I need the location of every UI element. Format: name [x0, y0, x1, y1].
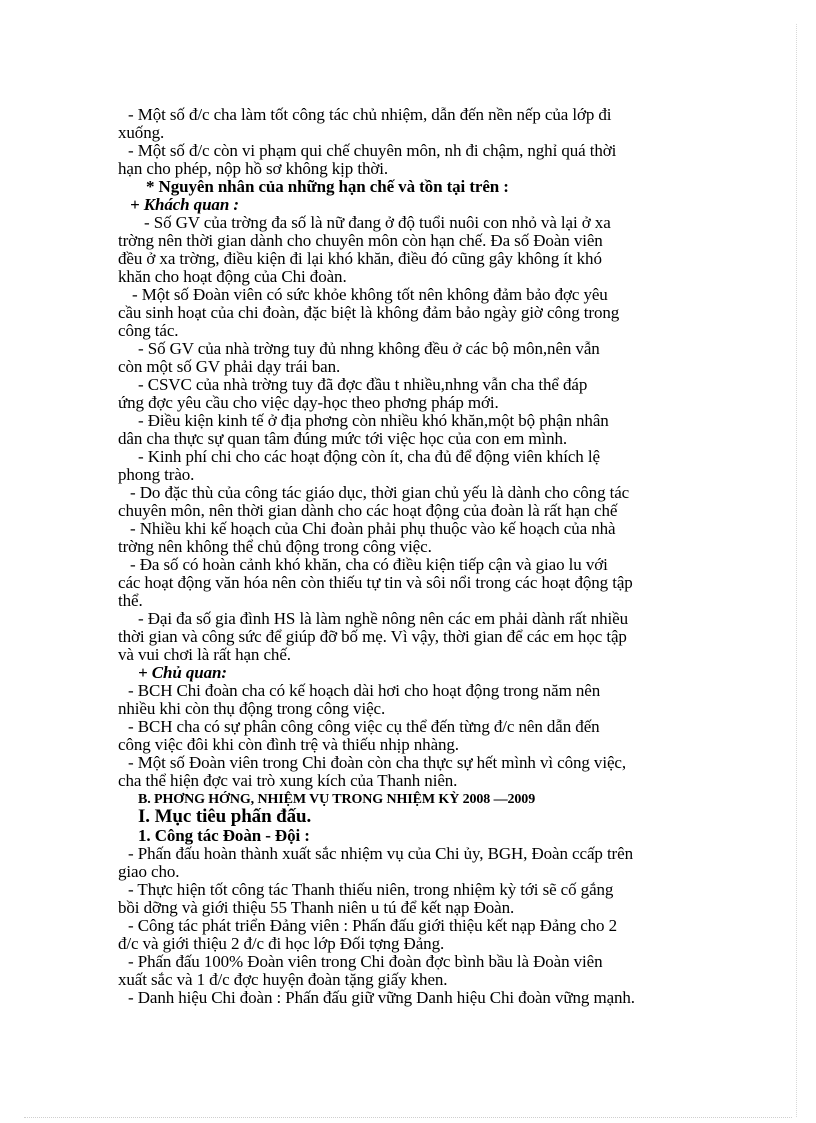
page-edge-divider: [796, 24, 797, 1117]
text-line: trờng nên thời gian dành cho chuyên môn còn hạn chế. Đa số Đoàn viên: [118, 231, 603, 250]
text-line: - Một số Đoàn viên có sức khỏe không tốt nên không đảm bảo đợc yêu: [132, 285, 608, 304]
section-heading: * Nguyên nhân của những hạn chế và tồn tại trên :: [146, 177, 509, 196]
subsection-heading: + Khách quan :: [130, 195, 239, 214]
text-line: - Đa số có hoàn cảnh khó khăn, cha có điều kiện tiếp cận và giao lu với: [130, 555, 608, 574]
text-line: - Danh hiệu Chi đoàn : Phấn đấu giữ vững Danh hiệu Chi đoàn vững mạnh.: [128, 988, 635, 1007]
text-line: còn một số GV phải dạy trái ban.: [118, 357, 341, 376]
text-line: - Đại đa số gia đình HS là làm nghề nông nên các em phải dành rất nhiều: [138, 609, 629, 628]
text-line: giao cho.: [118, 862, 180, 881]
text-line: - Phấn đấu hoàn thành xuất sắc nhiệm vụ của Chi ủy, BGH, Đoàn ccấp trên: [128, 844, 633, 863]
text-line: - CSVC của nhà trờng tuy đã đợc đầu t nhiều,nhng vẫn cha thể đáp: [138, 375, 588, 394]
subsection-heading: + Chủ quan:: [138, 663, 227, 682]
text-line: đều ở xa trờng, điều kiện đi lại khó khăn, điều đó cũng gây không ít khó: [118, 249, 602, 268]
text-line: - Số GV của trờng đa số là nữ đang ở độ tuổi nuôi con nhỏ và lại ở xa: [144, 213, 611, 232]
text-line: - Nhiều khi kế hoạch của Chi đoàn phải phụ thuộc vào kế hoạch của nhà: [130, 519, 616, 538]
text-line: - Kinh phí chi cho các hoạt động còn ít, cha đủ để động viên khích lệ: [138, 447, 600, 466]
text-line: cha thể hiện đợc vai trò xung kích của Thanh niên.: [118, 771, 458, 790]
text-line: - Điều kiện kinh tế ở địa phơng còn nhiều khó khăn,một bộ phận nhân: [138, 411, 609, 430]
text-line: công tác.: [118, 321, 179, 340]
section-heading: B. PHƠNG HỚNG, NHIỆM VỤ TRONG NHIỆM KỲ 2008 —2009: [138, 792, 536, 807]
text-line: xuống.: [118, 123, 165, 142]
text-line: cầu sinh hoạt của chi đoàn, đặc biệt là không đảm bảo ngày giờ công trong: [118, 303, 620, 322]
text-line: xuất sắc và 1 đ/c đợc huyện đoàn tặng giấy khen.: [118, 970, 448, 989]
section-heading: I. Mục tiêu phấn đấu.: [138, 806, 312, 827]
text-line: ứng đợc yêu cầu cho việc dạy-học theo phơng pháp mới.: [118, 393, 499, 412]
text-line: thời gian và công sức để giúp đỡ bố mẹ. Vì vậy, thời gian để các em học tập: [118, 627, 627, 646]
text-line: chuyên môn, nên thời gian dành cho các hoạt động của đoàn là rất hạn chế: [118, 501, 618, 520]
text-line: phong trào.: [118, 465, 195, 484]
text-line: đ/c và giới thiệu 2 đ/c đi học lớp Đối tợng Đảng.: [118, 934, 445, 953]
text-line: và vui chơi là rất hạn chế.: [118, 645, 291, 664]
text-line: trờng nên không thể chủ động trong công việc.: [118, 537, 432, 556]
text-line: - Công tác phát triển Đảng viên : Phấn đấu giới thiệu kết nạp Đảng cho 2: [128, 916, 618, 935]
text-line: - BCH cha có sự phân công công việc cụ thể đến từng đ/c nên dẫn đến: [128, 717, 600, 736]
text-line: - Một số đ/c cha làm tốt công tác chủ nhiệm, dẫn đến nền nếp của lớp đi: [128, 105, 612, 124]
section-heading: 1. Công tác Đoàn - Đội :: [138, 826, 310, 845]
text-line: - Một số Đoàn viên trong Chi đoàn còn cha thực sự hết mình vì công việc,: [128, 753, 626, 772]
text-line: - Số GV của nhà trờng tuy đủ nhng không đều ở các bộ môn,nên vẫn: [138, 339, 600, 358]
text-line: - Phấn đấu 100% Đoàn viên trong Chi đoàn đợc bình bầu là Đoàn viên: [128, 952, 603, 971]
text-line: công việc đôi khi còn đình trệ và thiếu nhịp nhàng.: [118, 735, 459, 754]
text-line: - Một số đ/c còn vi phạm qui chế chuyên môn, nh đi chậm, nghỉ quá thời: [128, 141, 617, 160]
text-line: thể.: [118, 591, 143, 610]
text-line: bồi dỡng và giới thiệu 55 Thanh niên u tú để kết nạp Đoàn.: [118, 898, 515, 917]
text-line: hạn cho phép, nộp hồ sơ không kịp thời.: [118, 159, 389, 178]
text-line: nhiều khi còn thụ động trong công việc.: [118, 699, 386, 718]
text-line: - Thực hiện tốt công tác Thanh thiếu niên, trong nhiệm kỳ tới sẽ cố gắng: [128, 880, 614, 899]
page-edge-divider: [24, 1117, 792, 1118]
text-line: dân cha thực sự quan tâm đúng mức tới việc học của con em mình.: [118, 429, 568, 448]
text-line: - BCH Chi đoàn cha có kế hoạch dài hơi cho hoạt động trong năm nên: [128, 681, 601, 700]
text-line: - Do đặc thù của công tác giáo dục, thời gian chủ yếu là dành cho công tác: [130, 483, 630, 502]
text-line: khăn cho hoạt động của Chi đoàn.: [118, 267, 347, 286]
text-line: các hoạt động văn hóa nên còn thiếu tự tin và sôi nổi trong các hoạt động tập: [118, 573, 633, 592]
